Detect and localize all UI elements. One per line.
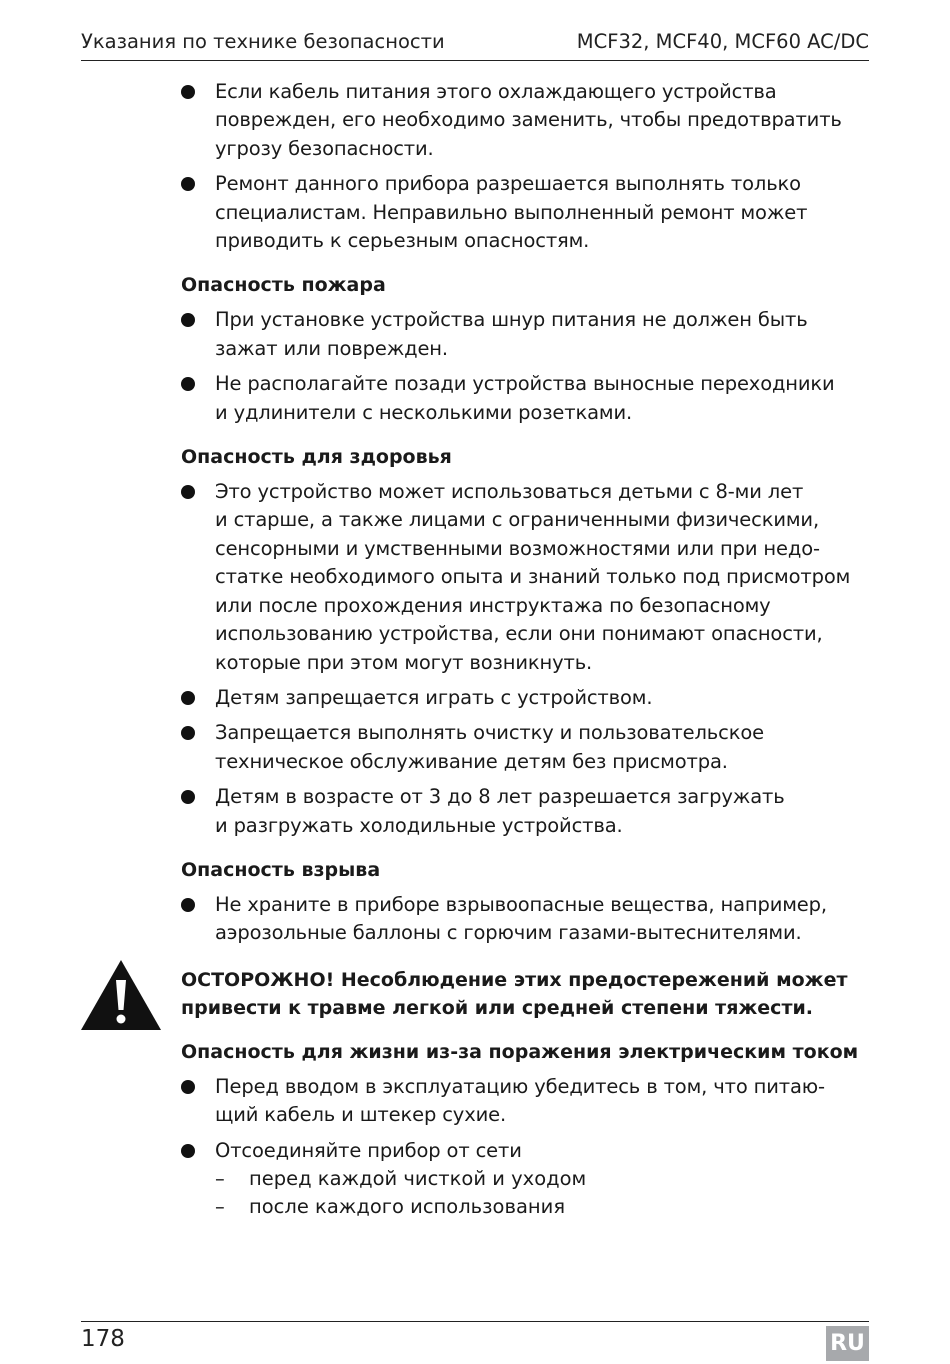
section-title: Указания по технике безопасности — [81, 30, 445, 53]
sub-list-item: – после каждого использования — [215, 1193, 871, 1221]
list-item: При установке устройства шнур питания не должен быть зажат или поврежден. — [181, 306, 871, 363]
list-item: Детям запрещается играть с устройством. — [181, 684, 871, 712]
list-item: Запрещается выполнять очистку и пользовательское техническое обслуживание детям без присмотра. — [181, 719, 871, 776]
list-item: Не храните в приборе взрывоопасные вещества, например, аэрозольные баллоны с горючим газами-вытеснителями. — [181, 891, 871, 948]
language-badge: RU — [826, 1326, 869, 1361]
list-item: Перед вводом в эксплуатацию убедитесь в том, что питаю- щий кабель и штекер сухие. — [181, 1073, 871, 1130]
sub-list — [181, 1165, 871, 1222]
bullet-icon — [181, 790, 195, 804]
list-item: Если кабель питания этого охлаждающего устройства поврежден, его необходимо заменить, чтобы предотвратить угрозу безопасности. — [181, 78, 871, 163]
page-header — [81, 30, 869, 61]
electric-heading: Опасность для жизни из-за поражения электрическим током — [181, 1040, 859, 1063]
dash-mark: – — [215, 1166, 225, 1190]
bullet-icon — [181, 691, 195, 705]
bullet-icon — [181, 1144, 195, 1158]
dash-mark: – — [215, 1195, 225, 1219]
list-item: Детям в возрасте от 3 до 8 лет разрешается загружать и разгружать холодильные устройства. — [181, 783, 871, 840]
fire-heading: Опасность пожара — [181, 274, 386, 297]
page-content — [181, 78, 871, 1222]
bullet-icon — [181, 1080, 195, 1094]
list-item: Это устройство может использоваться детьми с 8-ми лет и старше, а также лицами с ограниченными физическими, сенсорными и умственными возможностями или при недо- статке необходимого опыта и знаний только под присмотром или после прохождения инструктажа по безопасному использованию устройства, если они понимают опасности, которые при этом могут возникнуть. — [181, 478, 871, 677]
bullet-icon — [181, 726, 195, 740]
bullet-icon — [181, 85, 195, 99]
bullet-icon — [181, 485, 195, 499]
list-item: Отсоединяйте прибор от сети — [181, 1137, 871, 1165]
health-heading: Опасность для здоровья — [181, 446, 452, 469]
list-item: Ремонт данного прибора разрешается выполнять только специалистам. Неправильно выполненный ремонт может приводить к серьезным опасностям. — [181, 170, 871, 255]
caution-title: ОСТОРОЖНО! Несоблюдение этих предостережений может привести к травме легкой или средней степени тяжести. — [181, 968, 848, 1019]
bullet-icon — [181, 898, 195, 912]
list-item: Не располагайте позади устройства выносные переходники и удлинители с несколькими розетками. — [181, 370, 871, 427]
footer-divider — [81, 1321, 869, 1322]
bullet-icon — [181, 177, 195, 191]
warning-triangle-icon — [80, 958, 162, 1032]
model-name: MCF32, MCF40, MCF60 AC/DC — [576, 30, 869, 53]
bullet-icon — [181, 377, 195, 391]
sub-list-item: – перед каждой чисткой и уходом — [215, 1165, 871, 1193]
explosion-heading: Опасность взрыва — [181, 858, 381, 881]
page-number: 178 — [81, 1326, 125, 1352]
bullet-icon — [181, 313, 195, 327]
